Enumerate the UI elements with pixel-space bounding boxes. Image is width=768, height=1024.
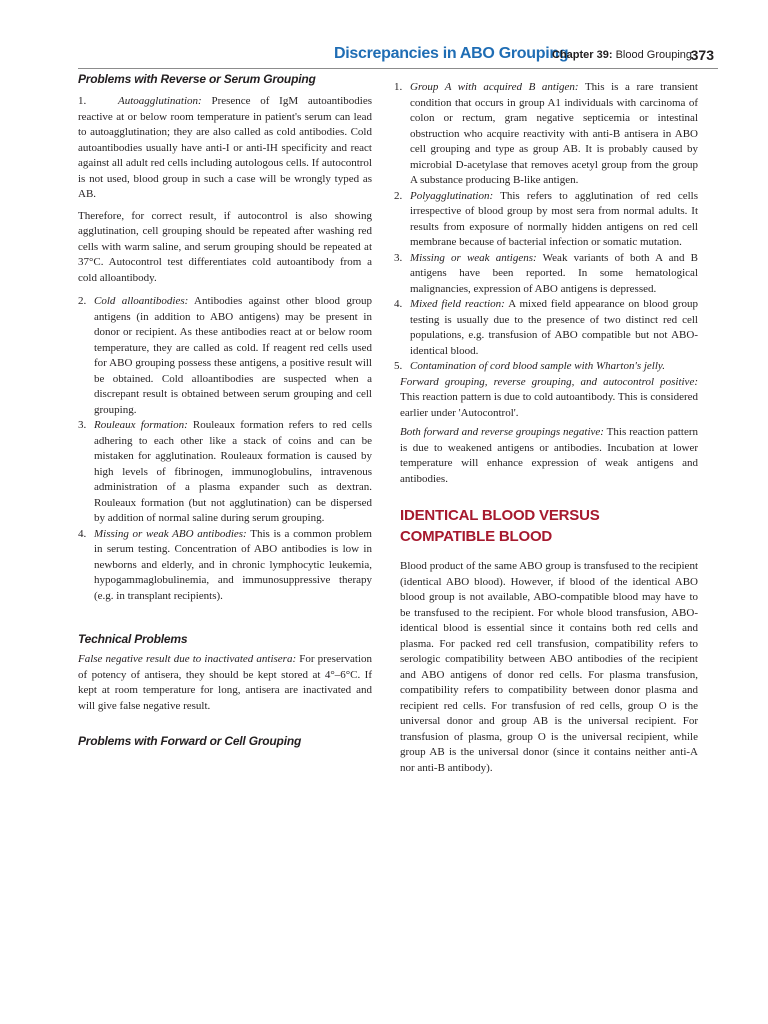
section-title-line2: COMPATIBLE BLOOD bbox=[400, 528, 553, 545]
list-item bbox=[78, 294, 372, 418]
item-text: Rouleaux formation refers to red cells adhering to each other like a stack of coins and can be mistaken for agglutination. Rouleaux formation is caused by high levels of fibrinogen, immunoglobulins, intravenous administration of a plasma expander such as dextran. Rouleaux formation (but not agglutination) can be dispersed by addition of normal saline during serum grouping. bbox=[94, 419, 372, 524]
tech-text: For preservation of potency of antisera, they should be kept stored at 4°–6°C. If kept at room temperature for long, antisera are inactivated and will give false negative result. bbox=[78, 653, 373, 712]
reverse-problems-list bbox=[78, 294, 372, 604]
reverse-grouping-heading: Problems with Reverse or Serum Grouping bbox=[78, 72, 316, 86]
item-text: Antibodies against other blood group antigens (in addition to ABO antigens) may be present in donor or recipient. As these antibodies react at or below room temperature, they are called as cold. If reagent red cells used for ABO grouping possess these antigens, a positive result will be obtained. Cold alloantibodies are suspected when a discrepant result is obtained between serum grouping and cell grouping. bbox=[94, 295, 372, 416]
right-column bbox=[394, 80, 698, 776]
item-term: Mixed field reaction: bbox=[410, 298, 505, 310]
sub-paragraph-autocontrol bbox=[394, 375, 698, 422]
header-title: Discrepancies in ABO Grouping bbox=[334, 45, 569, 62]
forward-grouping-heading: Problems with Forward or Cell Grouping bbox=[78, 734, 302, 748]
item-number: 2. bbox=[78, 295, 87, 307]
item-number: 4. bbox=[394, 298, 403, 310]
item-text: A mixed field appearance on blood group testing is usually due to the presence of two distinct red cell populations, e.g. transfusion of ABO compatible but not ABO-identical blood. bbox=[410, 298, 698, 357]
tech-term: False negative result due to inactivated antisera: bbox=[78, 653, 297, 665]
item-number: 4. bbox=[78, 527, 87, 540]
list-item bbox=[78, 527, 372, 605]
item-term: Rouleaux formation: bbox=[94, 419, 188, 431]
p1-number: 1. bbox=[78, 95, 87, 107]
sub1-term: Forward grouping, reverse grouping, and autocontrol positive: bbox=[400, 375, 698, 388]
sub2-term: Both forward and reverse groupings negative: bbox=[400, 426, 604, 438]
item-number: 3. bbox=[78, 419, 87, 431]
item-term: Cold alloantibodies: bbox=[94, 295, 189, 307]
page-number: 373 bbox=[690, 47, 714, 63]
sub-paragraph-negative bbox=[394, 425, 698, 487]
item-text: Weak variants of both A and B antigens have been reported. In some hematological malignancies, expression of ABO antigens is depressed. bbox=[410, 251, 698, 295]
chapter-label: Chapter 39: bbox=[552, 49, 613, 61]
header-chapter bbox=[552, 49, 692, 61]
technical-problems-heading: Technical Problems bbox=[78, 632, 188, 646]
list-item bbox=[78, 418, 372, 527]
section-paragraph: Blood product of the same ABO group is transfused to the recipient (identical ABO blood). However, if blood of the identical ABO blood group is not available, ABO-compatible blood may have to be transfused to the recipient. For whole blood transfusion, ABO-identical blood is essential since it contains both red cells and plasma. For packed red cell transfusion, compatibility refers to serologic compatibility between ABO antibodies of the recipient and ABO antigens of donor red cells. For plasma transfusion, compatibility refers to compatibility between donor plasma and recipient red cells. For transfusion of red cells, group O is the universal donor and group AB is the universal recipient. For transfusion of plasma, group O is the universal recipient, while group AB is the universal donor (since it contains neither anti-A nor anti-B antibody). bbox=[400, 560, 698, 774]
autoagglutination-paragraph bbox=[78, 94, 372, 203]
item-number: 3. bbox=[394, 251, 403, 264]
autocontrol-paragraph: Therefore, for correct result, if autocontrol is also showing agglutination, cell grouping should be repeated after washing red cells with warm saline, and serum grouping should be repeated at 37°C. Autocontrol test differentiates cold autoantibody from a cold alloantibody. bbox=[78, 209, 372, 284]
item-term: Missing or weak antigens: bbox=[410, 251, 537, 264]
item-term: Missing or weak ABO antibodies: bbox=[94, 527, 247, 540]
list-item bbox=[394, 359, 698, 375]
item-text: This refers to agglutination of red cells irrespective of blood group by most sera from normal adults. It results from exposure of normally hidden antigens on red cell membrane because of bacterial infection or somatic mutation. bbox=[410, 189, 698, 248]
item-text: This is a rare transient condition that occurs in group A1 individuals with carcinoma of colon or rectum, gram negative septicemia or intestinal obstruction who acquire reactivity with anti-B antisera in ABO cell grouping and type as group AB. It is probably caused by microbial D-acetylase that removes acetyl group from the group A substance producing B-like antigen. bbox=[410, 81, 698, 186]
sub2-text: This reaction pattern is due to weakened antigens or antibodies. Incubation at lower temperature will enhance expression of weak antigens and antibodies. bbox=[400, 426, 698, 485]
p1-term: Autoagglutination: bbox=[117, 95, 202, 107]
technical-paragraph bbox=[78, 652, 372, 714]
list-item bbox=[394, 251, 698, 298]
item-number: 1. bbox=[394, 81, 403, 93]
section-title bbox=[394, 505, 698, 547]
list-item bbox=[394, 297, 698, 359]
item-number: 2. bbox=[394, 189, 403, 202]
left-column bbox=[78, 72, 372, 748]
item-text: This is a common problem in serum testing. Concentration of ABO antibodies is low in newborns and elderly, and in chronic lymphocytic leukemia, hypogammaglobulinemia, and immunosuppressive therapy (e.g. in transplant recipients). bbox=[94, 527, 372, 602]
sub1-text: This reaction pattern is due to cold autoantibody. This is considered earlier under 'Autocontrol'. bbox=[400, 391, 698, 419]
list-item bbox=[394, 80, 698, 189]
forward-problems-list bbox=[394, 80, 698, 375]
item-term: Polyagglutination: bbox=[410, 189, 494, 202]
item-term: Group A with acquired B antigen: bbox=[410, 81, 579, 93]
chapter-name: Blood Grouping bbox=[615, 49, 693, 61]
p1-text: Presence of IgM autoantibodies reactive at or below room temperature in patient's serum can lead to autoagglutination; they are also called as cold antibodies. Cold autoantibodies usually have anti-I or anti-IH specificity and react against all adult red cells including autologous cells. If autocontrol is not used, blood group in such a case will be wrongly typed as AB. bbox=[78, 95, 372, 200]
section-title-line1: IDENTICAL BLOOD VERSUS bbox=[400, 507, 600, 524]
item-term: Contamination of cord blood sample with Wharton's jelly. bbox=[410, 360, 665, 372]
running-header bbox=[78, 42, 718, 69]
item-number: 5. bbox=[394, 360, 403, 372]
list-item bbox=[394, 189, 698, 251]
